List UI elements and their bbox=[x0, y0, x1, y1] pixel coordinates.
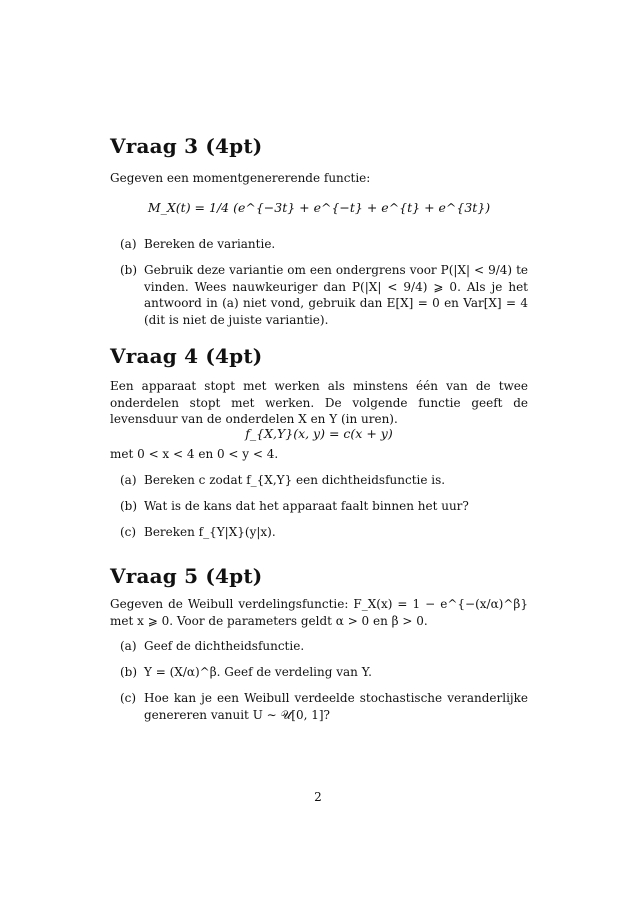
item-label: (b) bbox=[120, 499, 138, 513]
question-4-title: Vraag 4 (4pt) bbox=[110, 344, 263, 368]
item-label: (b) bbox=[120, 665, 138, 679]
page-number: 2 bbox=[314, 790, 322, 804]
item-label: (a) bbox=[120, 639, 137, 653]
item-text: Wat is de kans dat het apparaat faalt binnen het uur? bbox=[144, 499, 469, 513]
question-5-title: Vraag 5 (4pt) bbox=[110, 564, 263, 588]
item-text: Hoe kan je een Weibull verdeelde stochastische veranderlijke genereren vanuit U ∼ 𝒰[0, 1]? bbox=[144, 691, 528, 722]
question-4-condition: met 0 < x < 4 en 0 < y < 4. bbox=[110, 447, 279, 461]
item-text: Bereken f_{Y|X}(y|x). bbox=[144, 525, 276, 539]
item-label: (a) bbox=[120, 237, 137, 251]
item-text: Gebruik deze variantie om een ondergrens voor P(|X| < 9/4) te vinden. Wees nauwkeuriger dan P(|X| < 9/4) ⩾ 0. Als je het antwoord in (a) niet vond, gebruik dan E[X] = 0 en Var[X] = 4 (dit is niet de juiste variantie). bbox=[144, 263, 528, 327]
question-3-title: Vraag 3 (4pt) bbox=[110, 134, 263, 158]
question-3-intro: Gegeven een momentgenererende functie: bbox=[110, 171, 371, 185]
item-label: (b) bbox=[120, 263, 138, 277]
item-text: Geef de dichtheidsfunctie. bbox=[144, 639, 305, 653]
item-label: (a) bbox=[120, 473, 137, 487]
item-label: (c) bbox=[120, 525, 137, 539]
item-text: Bereken c zodat f_{X,Y} een dichtheidsfunctie is. bbox=[144, 473, 446, 487]
question-4-intro: Een apparaat stopt met werken als minstens één van de twee onderdelen stopt met werken. De volgende functie geeft de levensduur van de onderdelen X en Y (in uren). bbox=[110, 379, 528, 426]
item-text: Bereken de variantie. bbox=[144, 237, 276, 251]
item-label: (c) bbox=[120, 691, 137, 705]
question-3-equation: M_X(t) = 1/4 (e^{−3t} + e^{−t} + e^{t} + e^{3t}) bbox=[147, 200, 491, 215]
item-text: Y = (X/α)^β. Geef de verdeling van Y. bbox=[144, 665, 372, 679]
question-5-intro: Gegeven de Weibull verdelingsfunctie: F_X(x) = 1 − e^{−(x/α)^β} met x ⩾ 0. Voor de parameters geldt α > 0 en β > 0. bbox=[110, 597, 528, 628]
question-4-equation: f_{X,Y}(x, y) = c(x + y) bbox=[245, 426, 393, 441]
